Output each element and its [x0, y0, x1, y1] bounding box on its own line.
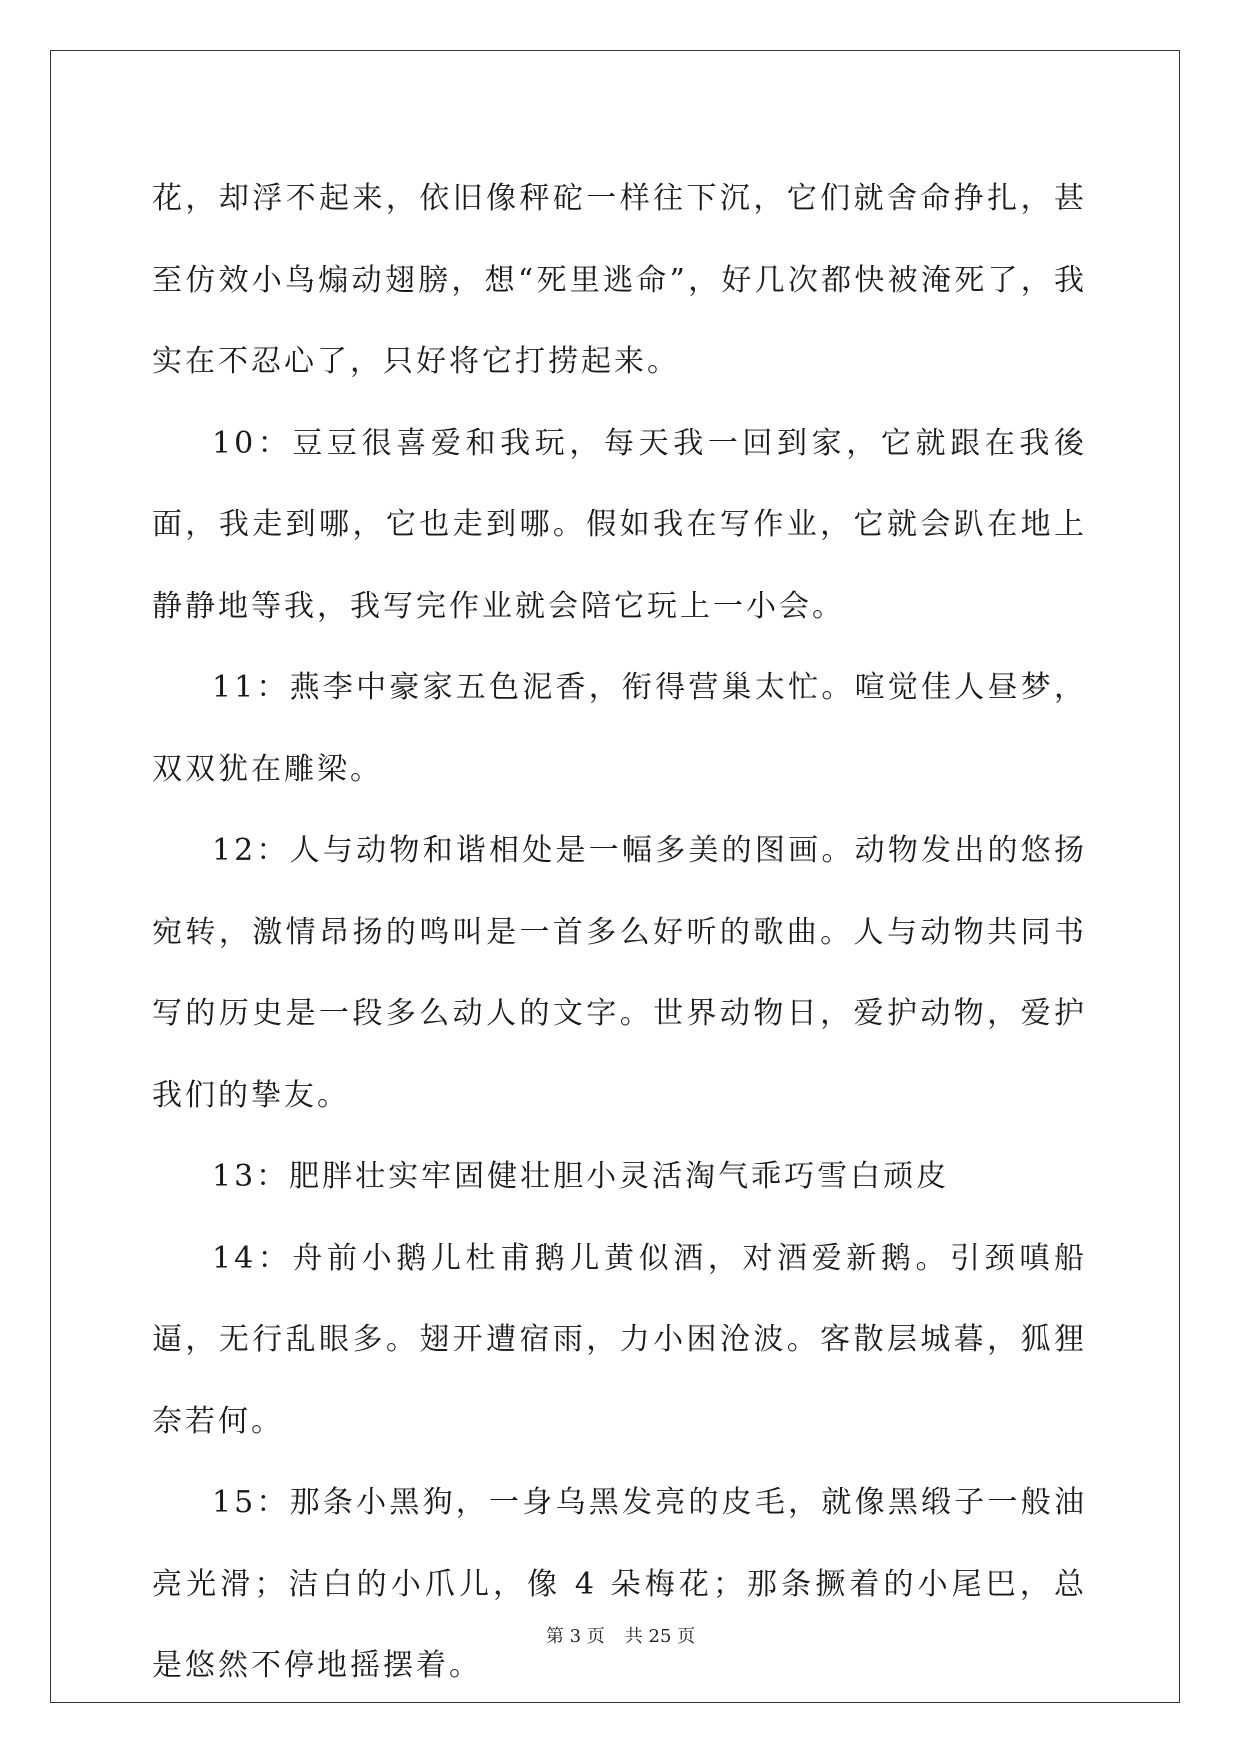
paragraph-13: 13：肥胖壮实牢固健壮胆小灵活淘气乖巧雪白顽皮: [212, 1159, 950, 1194]
page-number: 第 3 页: [545, 1626, 605, 1647]
paragraph-10: 10：豆豆很喜爱和我玩，每天我一回到家，它就跟在我後面，我走到哪，它也走到哪。假如我在写作业，它就会趴在地上静静地等我，我写完作业就会陪它玩上一小会。: [152, 425, 1087, 624]
paragraph-15: 15：那条小黑狗，一身乌黑发亮的皮毛，就像黑缎子一般油亮光滑；洁白的小爪儿，像 4 朵梅花；那条撅着的小尾巴，总是悠然不停地摇摆着。: [152, 1485, 1087, 1683]
document-body: [152, 158, 1087, 1707]
page-footer: [0, 1622, 1241, 1648]
paragraph-14: 14：舟前小鹅儿杜甫鹅儿黄似酒，对酒爱新鹅。引颈嗔船逼，无行乱眼多。翅开遭宿雨，力小困沧波。客散层城暮，狐狸奈若何。: [152, 1240, 1087, 1439]
paragraph-continuation: 花，却浮不起来，依旧像秤砣一样往下沉，它们就舍命挣扎，甚至仿效小鸟煽动翅膀，想“死里逃命”，好几次都快被淹死了，我实在不忍心了，只好将它打捞起来。: [152, 181, 1087, 379]
paragraph-12: 12：人与动物和谐相处是一幅多美的图画。动物发出的悠扬宛转，激情昂扬的鸣叫是一首多么好听的歌曲。人与动物共同书写的历史是一段多么动人的文字。世界动物日，爱护动物，爱护我们的挚友。: [152, 833, 1087, 1113]
page-total: 共 25 页: [624, 1626, 696, 1647]
paragraph-11: 11：燕李中豪家五色泥香，衔得营巢太忙。喧觉佳人昼梦，双双犹在雕梁。: [152, 670, 1087, 787]
